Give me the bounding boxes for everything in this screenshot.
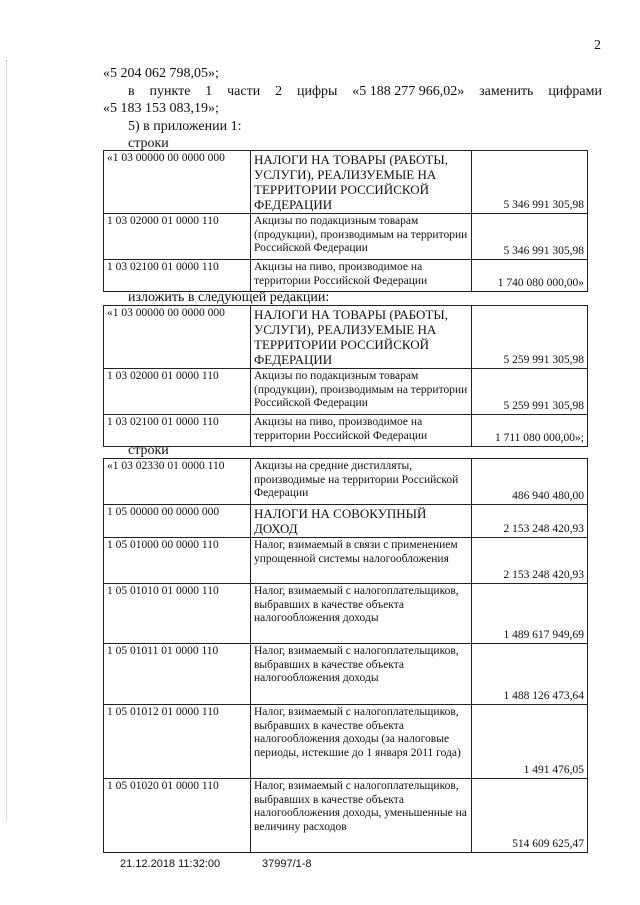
intro-line-4: 5) в приложении 1: [128, 119, 242, 134]
name-cell: Акцизы на средние дистилляты, производимые на территории Российской Федерации [251, 459, 472, 505]
amount-cell: 1 740 080 000,00» [472, 260, 588, 292]
amount-cell: 486 940 480,00 [472, 459, 588, 505]
intro-word: 2 [275, 84, 283, 99]
label-edit: изложить в следующей редакции: [128, 290, 330, 305]
table-row [104, 306, 588, 369]
amount-cell: 5 259 991 305,98 [472, 369, 588, 415]
footer-datetime: 21.12.2018 11:32:00 [120, 858, 221, 870]
table-row [104, 644, 588, 705]
name-cell: НАЛОГИ НА СОВОКУПНЫЙ ДОХОД [251, 505, 472, 538]
table-row [104, 369, 588, 415]
name-cell: Налог, взимаемый с налогоплательщиков, выбравших в качестве объекта налогообложения доходы (за налоговые периоды, истекшие до 1 января 2011 года) [251, 705, 472, 779]
label-lines: строки [128, 136, 169, 151]
name-cell: Налог, взимаемый с налогоплательщиков, выбравших в качестве объекта налогообложения доходы [251, 584, 472, 644]
intro-word: 1 [205, 84, 213, 99]
code-cell: «1 03 02330 01 0000 110 [104, 459, 251, 505]
code-cell: 1 05 01000 00 0000 110 [104, 538, 251, 584]
table-edited [103, 305, 588, 447]
intro-word: заменить [479, 84, 534, 99]
intro-line-2 [128, 84, 602, 100]
code-cell: 1 05 00000 00 0000 000 [104, 505, 251, 538]
table-row [104, 505, 588, 538]
intro-line-3: «5 183 153 083,19»; [103, 101, 219, 116]
name-cell: Налог, взимаемый с налогоплательщиков, выбравших в качестве объекта налогообложения доходы [251, 644, 472, 705]
name-cell: Акцизы на пиво, производимое на территории Российской Федерации [251, 260, 472, 292]
code-cell: 1 03 02100 01 0000 110 [104, 260, 251, 292]
code-cell: 1 03 02000 01 0000 110 [104, 369, 251, 415]
name-cell: НАЛОГИ НА ТОВАРЫ (РАБОТЫ, УСЛУГИ), РЕАЛИЗУЕМЫЕ НА ТЕРРИТОРИИ РОССИЙСКОЙ ФЕДЕРАЦИИ [251, 306, 472, 369]
amount-cell: 1 488 126 473,64 [472, 644, 588, 705]
table-original [103, 150, 588, 292]
amount-cell: 5 259 991 305,98 [472, 306, 588, 369]
code-cell: «1 03 00000 00 0000 000 [104, 306, 251, 369]
intro-word: части [227, 84, 261, 99]
table-row [104, 214, 588, 260]
footer-doc-id: 37997/1-8 [262, 858, 312, 870]
table-row [104, 459, 588, 505]
code-cell: «1 03 00000 00 0000 000 [104, 151, 251, 214]
name-cell: Акцизы по подакцизным товарам (продукции), производимым на территории Российской Федерации [251, 369, 472, 415]
intro-word: цифрами [548, 84, 602, 99]
intro-word: цифры [296, 84, 338, 99]
name-cell: НАЛОГИ НА ТОВАРЫ (РАБОТЫ, УСЛУГИ), РЕАЛИЗУЕМЫЕ НА ТЕРРИТОРИИ РОССИЙСКОЙ ФЕДЕРАЦИИ [251, 151, 472, 214]
label-lines-2: строки [128, 443, 169, 458]
table-row [104, 705, 588, 779]
page-number: 2 [594, 38, 601, 53]
amount-cell: 2 153 248 420,93 [472, 505, 588, 538]
code-cell: 1 05 01011 01 0000 110 [104, 644, 251, 705]
code-cell: 1 03 02100 01 0000 110 [104, 415, 251, 447]
intro-word: «5 188 277 966,02» [352, 84, 465, 99]
name-cell: Акцизы по подакцизным товарам (продукции), производимым на территории Российской Федерации [251, 214, 472, 260]
amount-cell: 514 609 625,47 [472, 779, 588, 853]
table-row [104, 538, 588, 584]
amount-cell: 1 491 476,05 [472, 705, 588, 779]
code-cell: 1 05 01012 01 0000 110 [104, 705, 251, 779]
name-cell: Акцизы на пиво, производимое на территории Российской Федерации [251, 415, 472, 447]
table-added [103, 458, 588, 853]
table-row [104, 779, 588, 853]
intro-line-1: «5 204 062 798,05»; [103, 66, 219, 81]
name-cell: Налог, взимаемый в связи с применением упрощенной системы налогообложения [251, 538, 472, 584]
code-cell: 1 03 02000 01 0000 110 [104, 214, 251, 260]
code-cell: 1 05 01010 01 0000 110 [104, 584, 251, 644]
scan-edge-marks [6, 60, 8, 820]
amount-cell: 5 346 991 305,98 [472, 151, 588, 214]
intro-word: в [128, 84, 135, 99]
amount-cell: 1 711 080 000,00»; [472, 415, 588, 447]
table-row [104, 260, 588, 292]
table-row [104, 584, 588, 644]
amount-cell: 5 346 991 305,98 [472, 214, 588, 260]
name-cell: Налог, взимаемый с налогоплательщиков, выбравших в качестве объекта налогообложения доходы, уменьшенные на величину расходов [251, 779, 472, 853]
amount-cell: 1 489 617 949,69 [472, 584, 588, 644]
table-row [104, 151, 588, 214]
intro-word: пункте [149, 84, 191, 99]
code-cell: 1 05 01020 01 0000 110 [104, 779, 251, 853]
amount-cell: 2 153 248 420,93 [472, 538, 588, 584]
table-row [104, 415, 588, 447]
